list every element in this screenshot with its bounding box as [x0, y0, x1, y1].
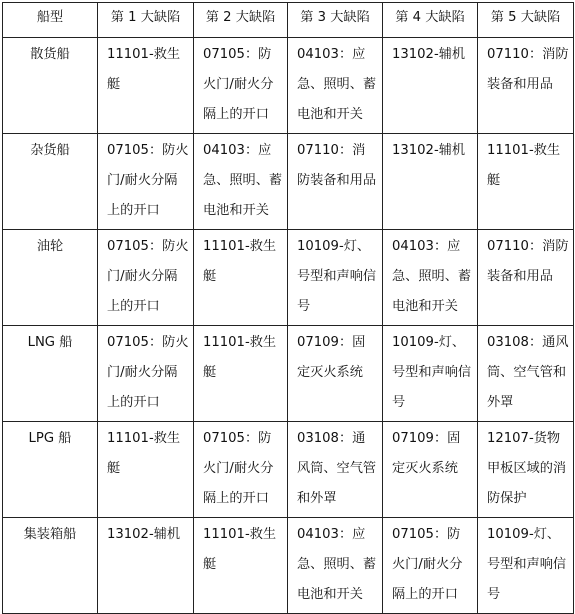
- defect-cell: 07110：消防装备和用品: [478, 38, 574, 134]
- table-row: [3, 326, 574, 422]
- ship-defects-table: [2, 2, 574, 614]
- defect-cell: 04103：应急、照明、蓄电池和开关: [383, 230, 478, 326]
- defect-cell: 11101-救生艇: [194, 326, 288, 422]
- defect-cell: 07105：防火门/耐火分隔上的开口: [98, 134, 194, 230]
- table-row: [3, 422, 574, 518]
- header-ship-type: 船型: [3, 3, 98, 38]
- defect-cell: 10109-灯、号型和声响信号: [288, 230, 383, 326]
- header-defect-4: 第 4 大缺陷: [383, 3, 478, 38]
- table-row: [3, 38, 574, 134]
- ship-type-cell: LPG 船: [3, 422, 98, 518]
- defect-cell: 13102-辅机: [98, 518, 194, 614]
- defect-cell: 07105：防火门/耐火分隔上的开口: [98, 326, 194, 422]
- ship-type-cell: 散货船: [3, 38, 98, 134]
- table-row: [3, 134, 574, 230]
- defect-cell: 07105：防火门/耐火分隔上的开口: [383, 518, 478, 614]
- defect-cell: 11101-救生艇: [194, 230, 288, 326]
- defect-cell: 11101-救生艇: [478, 134, 574, 230]
- ship-type-cell: 集装箱船: [3, 518, 98, 614]
- defect-cell: 07110：消防装备和用品: [478, 230, 574, 326]
- defect-cell: 04103：应急、照明、蓄电池和开关: [288, 38, 383, 134]
- table-header-row: [3, 3, 574, 38]
- defect-cell: 10109-灯、号型和声响信号: [478, 518, 574, 614]
- header-defect-1: 第 1 大缺陷: [98, 3, 194, 38]
- defect-cell: 11101-救生艇: [98, 422, 194, 518]
- defect-cell: 07109：固定灭火系统: [383, 422, 478, 518]
- table-row: [3, 518, 574, 614]
- defect-cell: 07110：消防装备和用品: [288, 134, 383, 230]
- defect-cell: 10109-灯、号型和声响信号: [383, 326, 478, 422]
- header-defect-2: 第 2 大缺陷: [194, 3, 288, 38]
- defect-cell: 04103：应急、照明、蓄电池和开关: [194, 134, 288, 230]
- ship-type-cell: LNG 船: [3, 326, 98, 422]
- ship-type-cell: 油轮: [3, 230, 98, 326]
- defect-cell: 07105：防火门/耐火分隔上的开口: [194, 422, 288, 518]
- defect-cell: 04103：应急、照明、蓄电池和开关: [288, 518, 383, 614]
- defect-cell: 13102-辅机: [383, 134, 478, 230]
- table-row: [3, 230, 574, 326]
- defect-cell: 03108：通风筒、空气管和外罩: [478, 326, 574, 422]
- defect-cell: 13102-辅机: [383, 38, 478, 134]
- defect-cell: 07109：固定灭火系统: [288, 326, 383, 422]
- header-defect-3: 第 3 大缺陷: [288, 3, 383, 38]
- defect-cell: 12107-货物甲板区域的消防保护: [478, 422, 574, 518]
- defect-cell: 07105：防火门/耐火分隔上的开口: [98, 230, 194, 326]
- defect-cell: 11101-救生艇: [98, 38, 194, 134]
- defect-cell: 11101-救生艇: [194, 518, 288, 614]
- defect-cell: 07105：防火门/耐火分隔上的开口: [194, 38, 288, 134]
- defect-cell: 03108：通风筒、空气管和外罩: [288, 422, 383, 518]
- header-defect-5: 第 5 大缺陷: [478, 3, 574, 38]
- ship-type-cell: 杂货船: [3, 134, 98, 230]
